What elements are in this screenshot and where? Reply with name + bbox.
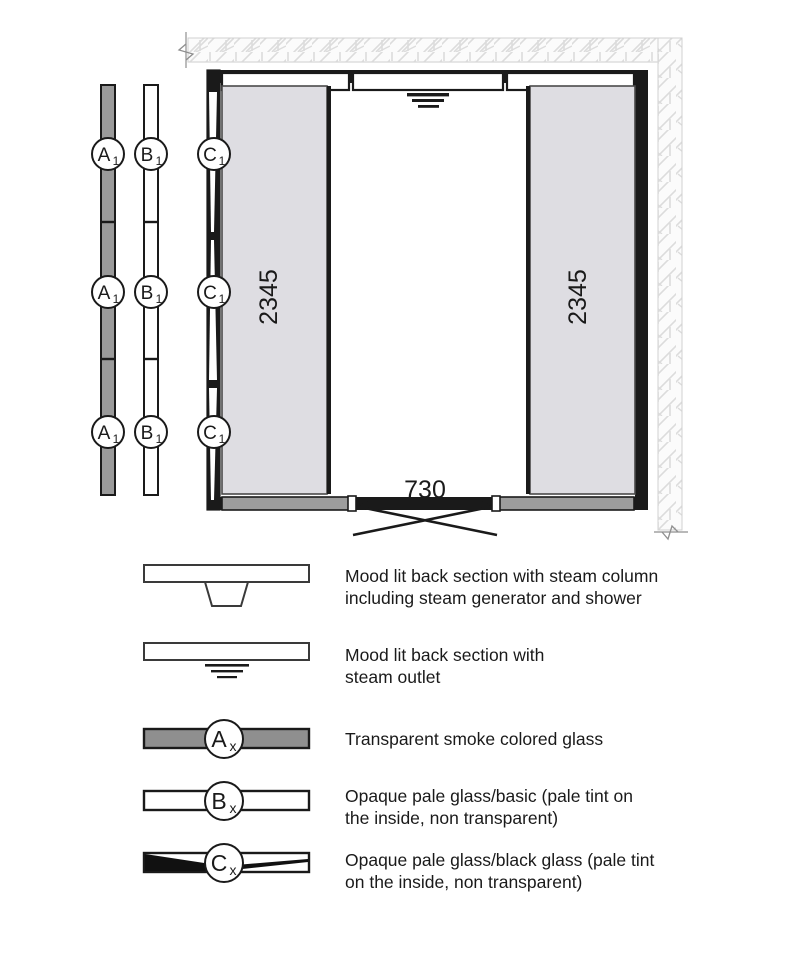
column-A-marker-2 xyxy=(92,276,124,308)
marker-subscript: 1 xyxy=(112,432,120,446)
column-A-marker-1 xyxy=(92,138,124,170)
glass-panel-right xyxy=(530,86,635,494)
column-A-marker-3 xyxy=(92,416,124,448)
column-C-marker-1 xyxy=(198,138,230,170)
legend-text-line1: Mood lit back section with steam column xyxy=(345,566,659,586)
legend-text-line1: Transparent smoke colored glass xyxy=(345,729,604,749)
door-width-label: 730 xyxy=(404,476,446,504)
marker-subscript: 1 xyxy=(112,154,120,168)
legend-badge-letter: A xyxy=(211,726,227,752)
panel-right-dimension: 2345 xyxy=(564,269,592,325)
legend-text-line2: on the inside, non transparent) xyxy=(345,872,583,892)
column-B-marker-3 xyxy=(135,416,167,448)
legend-badge-letter: B xyxy=(211,788,227,814)
legend-text-line2: including steam generator and shower xyxy=(345,588,642,608)
marker-subscript: 1 xyxy=(218,292,226,306)
marker-letter: A xyxy=(97,423,111,444)
column-C-marker-3 xyxy=(198,416,230,448)
marker-letter: C xyxy=(203,145,217,166)
column-B-marker-1 xyxy=(135,138,167,170)
marker-letter: B xyxy=(140,145,154,166)
legend-text-line2: steam outlet xyxy=(345,667,441,687)
marker-subscript: 1 xyxy=(155,432,163,446)
marker-letter: B xyxy=(140,283,154,304)
legend-badge-subscript: x xyxy=(229,738,237,754)
column-C-marker-2 xyxy=(198,276,230,308)
legend-text-line2: the inside, non transparent) xyxy=(345,808,559,828)
marker-subscript: 1 xyxy=(155,154,163,168)
marker-subscript: 1 xyxy=(112,292,120,306)
marker-letter: A xyxy=(97,145,111,166)
marker-letter: B xyxy=(140,423,154,444)
legend-badge-subscript: x xyxy=(229,862,237,878)
marker-letter: C xyxy=(203,423,217,444)
legend-text-line1: Opaque pale glass/basic (pale tint on xyxy=(345,786,633,806)
marker-subscript: 1 xyxy=(218,432,226,446)
marker-subscript: 1 xyxy=(218,154,226,168)
panel-left-dimension: 2345 xyxy=(255,269,283,325)
column-B-marker-2 xyxy=(135,276,167,308)
marker-letter: C xyxy=(203,283,217,304)
marker-letter: A xyxy=(97,283,111,304)
marker-subscript: 1 xyxy=(155,292,163,306)
legend-text-line1: Opaque pale glass/black glass (pale tint xyxy=(345,850,655,870)
legend-badge-letter: C xyxy=(210,850,228,876)
legend-text-line1: Mood lit back section with xyxy=(345,645,545,665)
glass-panel-left xyxy=(222,86,327,494)
legend-badge-subscript: x xyxy=(229,800,237,816)
